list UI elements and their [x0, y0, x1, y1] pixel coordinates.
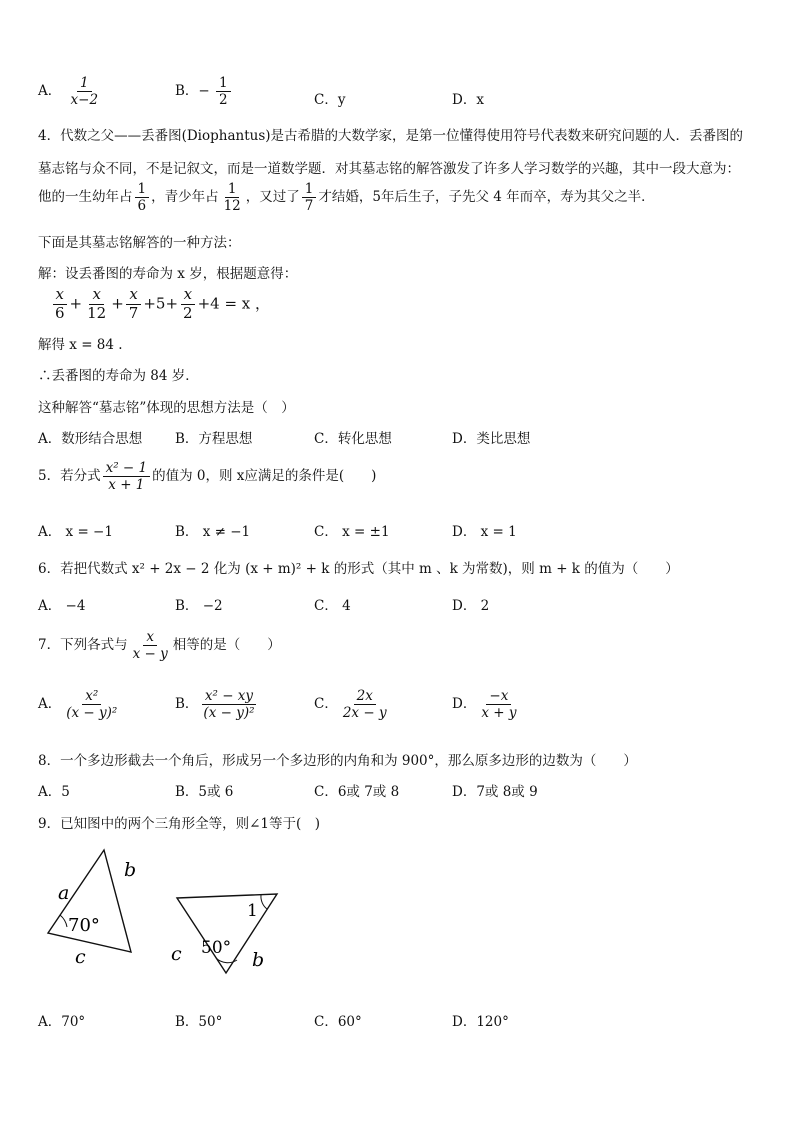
q4-equation: $\frac{x}{6}$ + $\frac{x}{12}$ + $\frac{x}{7}$ +5+ $\frac{x}{2}$ +4 = x ， — [50, 287, 270, 322]
q7-question: 7．下列各式与 $\frac{x}{x - y}$ 相等的是（ ） — [38, 629, 281, 663]
q9-angle-arc-70 — [60, 915, 67, 927]
q5-option-d: D． x = 1 — [452, 524, 517, 540]
q9-triangles-figure — [30, 840, 300, 980]
q6-option-c: C． 4 — [314, 598, 351, 614]
q4-line3: 他的一生幼年占 $\frac{1}{6}$ ，青少年占 $\frac{1}{12}$ ，又过了 $\frac{1}{7}$ 才结婚，5年后生子，子先父 4 年而卒，寿为其父之半． — [38, 181, 655, 215]
q4-fraction-1-12: $\frac{1}{12}$ — [223, 181, 241, 215]
q4-line4: 下面是其墓志铭解答的一种方法： — [38, 235, 241, 251]
q9-tri1-label-c: c — [75, 946, 86, 968]
q3-option-a-fraction: $\frac{1}{x-2}$ — [70, 75, 99, 109]
q8-option-b: B．5或 6 — [175, 784, 234, 800]
q5-option-c: C． x = ±1 — [314, 524, 390, 540]
q8-question: 8．一个多边形截去一个角后，形成另一个多边形的内角和为 900°，那么原多边形的边数为（ ） — [38, 753, 637, 769]
q9-question: 9．已知图中的两个三角形全等，则∠1等于( ) — [38, 816, 321, 832]
q4-line5: 解：设丢番图的寿命为 x 岁，根据题意得： — [38, 266, 298, 282]
q4-fraction-1-7: $\frac{1}{7}$ — [302, 182, 317, 213]
q9-tri2-angle: 50° — [201, 938, 232, 958]
q6-question: 6．若把代数式 x² + 2x − 2 化为 (x + m)² + k 的形式（其中 m 、k 为常数)，则 m + k 的值为（ ） — [38, 561, 679, 577]
q7-option-d: D． $\frac{-x}{x + y}$ — [452, 688, 517, 722]
q4-option-c: C．转化思想 — [314, 431, 392, 447]
q5-question: 5．若分式 $\frac{\text{x² − 1}}{x + 1}$ 的值为 0，则 x应满足的条件是( ) — [38, 460, 377, 494]
q9-tri1-angle: 70° — [68, 915, 100, 936]
q9-tri1-label-b: b — [124, 859, 137, 881]
q4-option-a: A．数形结合思想 — [38, 431, 143, 447]
q9-option-d: D．120° — [452, 1014, 509, 1030]
q5-fraction: $\frac{\text{x² − 1}}{x + 1}$ — [103, 461, 151, 492]
q7-option-c: C． $\frac{2x}{2x - y}$ — [314, 688, 387, 722]
q6-option-b: B． −2 — [175, 598, 223, 614]
q8-option-d: D．7或 8或 9 — [452, 784, 538, 800]
q7-option-a: A． $\frac{\text{x²}}{\text{(x − y)²}}$ — [38, 688, 118, 722]
q9-option-a: A．70° — [38, 1014, 86, 1030]
q4-line1: 4．代数之父——丢番图(Diophantus)是古希腊的大数学家，是第一位懂得使用符号代表数来研究问题的人．丢番图的 — [38, 128, 744, 144]
q8-option-c: C．6或 7或 8 — [314, 784, 400, 800]
q7-option-b: B． $\frac{\text{x² − xy}}{\text{(x − y)²}}$ — [175, 688, 255, 722]
q6-option-d: D． 2 — [452, 598, 490, 614]
q3-option-a: A． $\frac{1}{x-2}$ — [38, 76, 103, 107]
q4-option-b: B．方程思想 — [175, 431, 253, 447]
q9-tri2-label-b: b — [252, 949, 265, 971]
q9-angle-arc-1 — [261, 895, 267, 909]
q6-option-a: A． −4 — [38, 598, 86, 614]
q3-option-c: C．y — [314, 92, 346, 108]
q4-line7: ∴丢番图的寿命为 84 岁． — [38, 368, 199, 384]
q4-question: 这种解答“墓志铭”体现的思想方法是（ ） — [38, 400, 295, 416]
q3-option-b: B．− $\frac{1}{2}$ — [175, 76, 233, 107]
q9-option-b: B．50° — [175, 1014, 223, 1030]
q4-line2: 墓志铭与众不同，不是记叙文，而是一道数学题．对其墓志铭的解答激发了许多人学习数学的兴趣，其中一段大意为： — [38, 161, 740, 177]
q4-fraction-1-6: $\frac{1}{6}$ — [135, 182, 150, 213]
q3-option-d: D．x — [452, 92, 484, 108]
q9-tri1-label-a: a — [58, 882, 70, 904]
q9-option-c: C．60° — [314, 1014, 362, 1030]
q7-fraction: $\frac{x}{x - y}$ — [132, 629, 168, 663]
q3-option-b-fraction: $\frac{1}{2}$ — [216, 76, 231, 107]
q9-tri2-label-1: 1 — [247, 901, 258, 921]
q4-line6: 解得 x = 84 . — [38, 337, 123, 353]
q4-option-d: D．类比思想 — [452, 431, 531, 447]
q8-option-a: A．5 — [38, 784, 70, 800]
q9-tri2-label-c: c — [171, 943, 182, 965]
q5-option-b: B． x ≠ −1 — [175, 524, 251, 540]
q5-option-a: A． x = −1 — [38, 524, 113, 540]
